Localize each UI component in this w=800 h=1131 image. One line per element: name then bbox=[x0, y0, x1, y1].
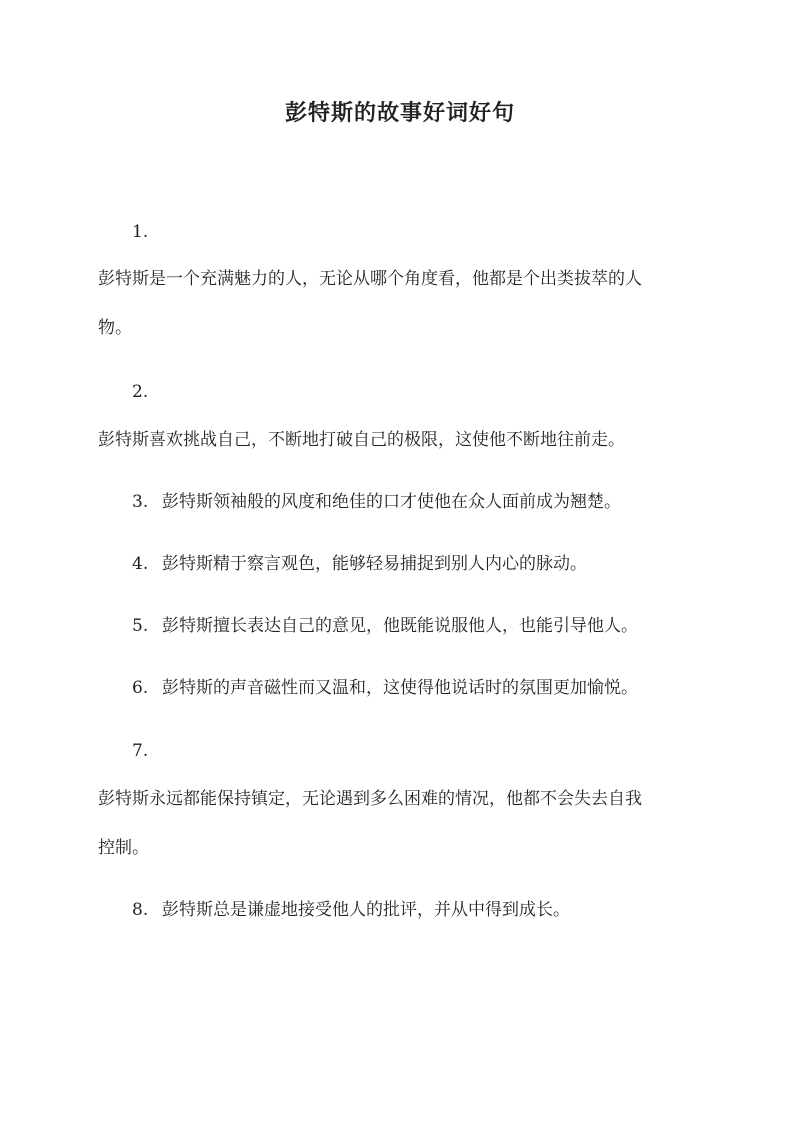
item-3-number: 3. bbox=[132, 492, 149, 512]
item-4-number: 4. bbox=[132, 554, 149, 574]
document-title: 彭特斯的故事好词好句 bbox=[284, 100, 515, 126]
item-1-line-2: 物。 bbox=[98, 318, 132, 338]
item-6-text: 彭特斯的声音磁性而又温和，这使得他说话时的氛围更加愉悦。 bbox=[162, 678, 638, 698]
item-8-number: 8. bbox=[132, 900, 149, 920]
item-6-number: 6. bbox=[132, 678, 149, 698]
item-7-number: 7. bbox=[132, 741, 149, 761]
item-1-line-1: 彭特斯是一个充满魅力的人，无论从哪个角度看，他都是个出类拔萃的人 bbox=[98, 269, 642, 289]
item-7-line-2: 控制。 bbox=[98, 838, 149, 858]
item-8-text: 彭特斯总是谦虚地接受他人的批评，并从中得到成长。 bbox=[162, 900, 570, 920]
item-2-number: 2. bbox=[132, 382, 149, 402]
item-1-number: 1. bbox=[132, 222, 149, 242]
item-5-text: 彭特斯擅长表达自己的意见，他既能说服他人，也能引导他人。 bbox=[162, 616, 638, 636]
item-5-number: 5. bbox=[132, 616, 149, 636]
item-2-line-1: 彭特斯喜欢挑战自己，不断地打破自己的极限，这使他不断地往前走。 bbox=[98, 430, 625, 450]
item-7-line-1: 彭特斯永远都能保持镇定，无论遇到多么困难的情况，他都不会失去自我 bbox=[98, 789, 642, 809]
item-3-text: 彭特斯领袖般的风度和绝佳的口才使他在众人面前成为翘楚。 bbox=[162, 492, 621, 512]
item-4-text: 彭特斯精于察言观色，能够轻易捕捉到别人内心的脉动。 bbox=[162, 554, 587, 574]
